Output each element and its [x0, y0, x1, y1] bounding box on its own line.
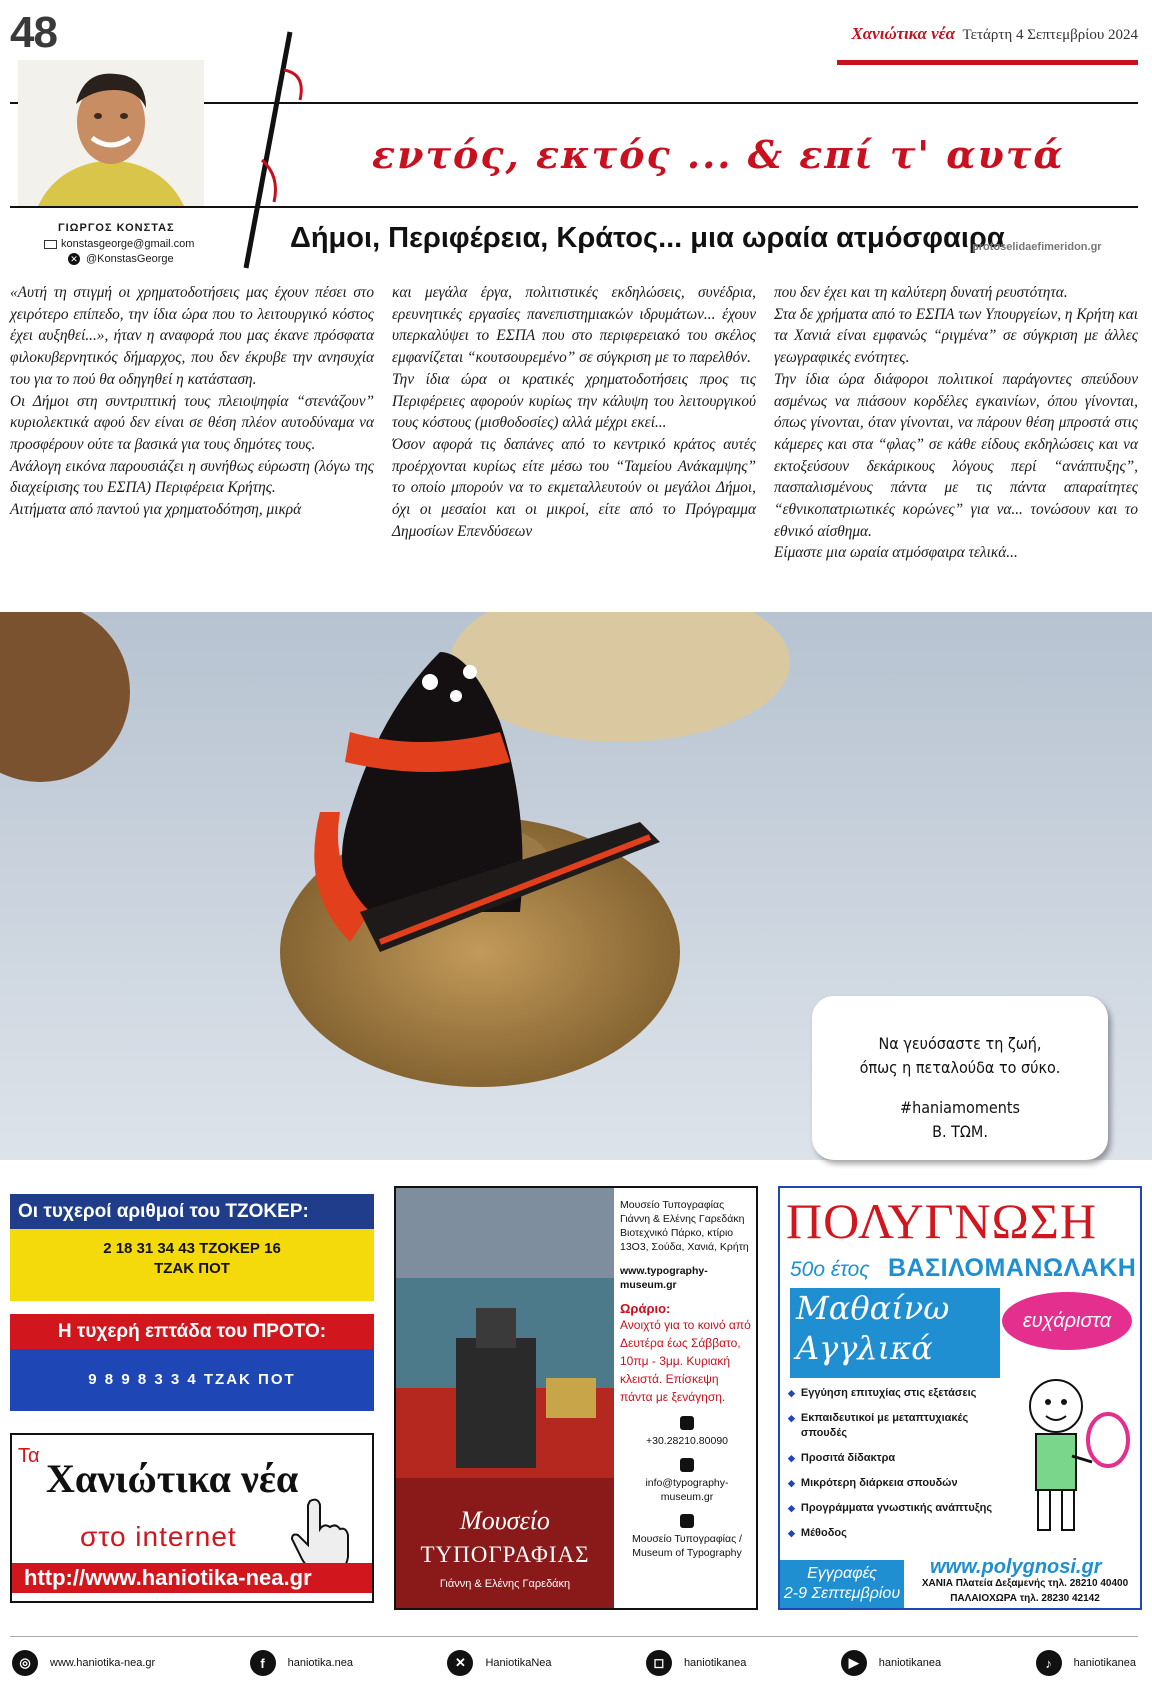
masthead-rule [837, 60, 1138, 65]
x-icon: ✕ [447, 1650, 473, 1676]
joker-numbers: 2 18 31 34 43 ΤΖΟΚΕΡ 16 [103, 1240, 281, 1257]
instagram-icon: ◻ [646, 1650, 672, 1676]
poly-website[interactable]: www.polygnosi.gr [930, 1556, 1102, 1578]
museum-hours: Ανοιχτό για το κοινό από Δευτέρα έως Σάββατο, 10πμ - 3μμ. Κυριακή κλειστά. Επίσκεψη πάντα με ξενάγηση. [620, 1318, 751, 1404]
poly-learn-line1: Μαθαίνω [796, 1289, 950, 1327]
paragraph: Αιτήματα από παντού για χρηματοδότηση, μικρά [10, 501, 302, 519]
internet-ad[interactable] [10, 1433, 374, 1603]
caption-credit: Β. ΤΩΜ. [932, 1122, 988, 1141]
list-item: ◆ Μικρότερη διάρκεια σπουδών [788, 1476, 1008, 1491]
footer-rule [10, 1636, 1138, 1637]
museum-address: Μουσείο Τυπογραφίας Γιάννη & Ελένης Γαρεδάκη Βιοτεχνικό Πάρκο, κτίριο 13Ο3, Σούδα, Χανιά, Κρήτη [620, 1199, 749, 1253]
poly-years: 50ο έτος [790, 1258, 870, 1281]
footer-website: www.haniotika-nea.gr [50, 1657, 156, 1669]
footer-x-link[interactable] [447, 1650, 551, 1676]
footer-social-bar [0, 1648, 1152, 1678]
globe-icon: ◎ [12, 1650, 38, 1676]
masthead-brand: Χανιώτικα νέα [851, 24, 956, 43]
article-column-1 [10, 282, 374, 592]
article-body [10, 282, 1138, 592]
proto-numbers: 9 8 9 8 3 3 4 ΤΖΑΚ ΠΟΤ [10, 1349, 374, 1411]
masthead-date: Τετάρτη 4 Σεπτεμβρίου 2024 [962, 27, 1138, 43]
author-x-row [68, 253, 174, 265]
article-column-3 [774, 282, 1138, 592]
museum-logo-founders: Γιάννη & Ελένης Γαρεδάκη [439, 1578, 571, 1590]
article-headline: Δήμοι, Περιφέρεια, Κράτος... μια ωραία ατμόσφαιρα [290, 222, 1005, 254]
email-icon [44, 240, 57, 249]
caption-hashtag: #haniamoments [900, 1098, 1020, 1117]
museum-ad[interactable] [394, 1186, 758, 1610]
paragraph: Όσον αφορά τις δαπάνες από το κεντρικό κράτος αυτές προέρχονται κυρίως είτε μέσω του “Ταμείου Ανάκαμψης” το οποίο μπορούν να το εκμεταλλευτούν οι μεγάλοι Δήμοι, όχι οι μεσαίοι και οι μικροί, είτε από το Πρόγραμμα Δημοσίων Επενδύσεων [392, 435, 756, 540]
author-name: ΓΙΩΡΓΟΣ ΚΟΝΣΤΑΣ [58, 222, 175, 234]
footer-facebook: haniotika.nea [287, 1657, 354, 1669]
paragraph: Την ίδια ώρα οι κρατικές χρηματοδοτήσεις προς τις Περιφέρειες αφορούν κυρίως την κάλυψη του λειτουργικού τους κόστους (μισθοδοσίες) αλλά μέχρι εκεί... [392, 370, 756, 432]
proto-results [10, 1314, 374, 1411]
facebook-icon [680, 1514, 694, 1528]
internet-ad-name: Χανιώτικα νέα [46, 1456, 299, 1501]
footer-website-link[interactable] [12, 1650, 155, 1676]
paragraph: Στα δε χρήματα από το ΕΣΠΑ των Υπουργείων, η Κρήτη και τα Χανιά είναι εμφανώς “ριγμένα” σε σύγκριση με άλλες γεωγραφικές ενότητες. [774, 305, 1138, 367]
museum-facebook[interactable]: Μουσείο Τυπογραφίας / Museum of Typography [632, 1533, 742, 1559]
joker-numbers-panel [10, 1229, 374, 1301]
youtube-icon: ▶ [841, 1650, 867, 1676]
paragraph: Οι Δήμοι στη συντριπτική τους πλειοψηφία “στενάζουν” κυριολεκτικά αφού δεν είναι σε θέση πλέον αυτοδύναμα να προσφέρουν ούτε τα βασικά για τους δημότες τους. [10, 392, 374, 453]
poly-learn-box [790, 1288, 1000, 1378]
email-icon [680, 1458, 694, 1472]
poly-learn-line2: Αγγλικά [796, 1329, 933, 1367]
museum-phone[interactable]: +30.28210.80090 [645, 1435, 729, 1447]
masthead [851, 24, 1138, 44]
list-item: ◆ Μέθοδος [788, 1526, 1008, 1541]
footer-x: HaniotikaNea [485, 1657, 552, 1669]
poly-address [910, 1576, 1140, 1606]
paragraph: Είμαστε μια ωραία ατμόσφαιρα τελικά... [774, 544, 1018, 562]
facebook-icon: f [250, 1650, 276, 1676]
internet-ad-prefix: Τα [18, 1445, 40, 1467]
proto-title: Η τυχερή επτάδα του ΠΡΟΤΟ: [10, 1314, 374, 1349]
polygnosi-ad[interactable] [778, 1186, 1142, 1610]
footer-youtube-link[interactable] [841, 1650, 941, 1676]
author-photo [18, 60, 204, 206]
footer-youtube: haniotikanea [878, 1657, 942, 1669]
footer-instagram: haniotikanea [683, 1657, 747, 1669]
paragraph: «Αυτή τη στιγμή οι χρηματοδοτήσεις μας έχουν πέσει στο χειρότερο επίπεδο, την ίδια ώρα που το λειτουργικό κόστος έχει αυξηθεί...», ήταν η αναφορά που μας έκανε πρόσφατα φιλοκυβερνητικός δήμαρχος, που δεν έκρυβε την ανησυχία του για το πού θα οδηγηθεί η κατάσταση. [10, 284, 374, 388]
column-title: εντός, εκτός ... & επί τ' αυτά [372, 132, 1065, 177]
internet-ad-tagline: στο internet [80, 1521, 237, 1552]
author-email[interactable]: konstasgeorge@gmail.com [61, 238, 195, 250]
footer-tiktok-link[interactable] [1036, 1650, 1136, 1676]
internet-ad-url[interactable]: http://www.haniotika-nea.gr [12, 1563, 372, 1593]
poly-subtitle: ΒΑΣΙΛΟΜΑΝΩΛΑΚΗ [888, 1254, 1137, 1282]
footer-facebook-link[interactable] [250, 1650, 353, 1676]
poly-title: ΠΟΛΥΓΝΩΣΗ [786, 1193, 1097, 1249]
museum-logo-name: ΤΥΠΟΓΡΑΦΙΑΣ [420, 1542, 590, 1567]
museum-info [620, 1198, 754, 1560]
museum-hours-title: Ωράριο: [620, 1301, 671, 1316]
paragraph: Ανάλογη εικόνα παρουσιάζει η συνήθως εύρωστη (λόγω της διαχείρισης του ΕΣΠΑ) Περιφέρεια Κρήτης. [10, 457, 374, 497]
watermark: protoselidaefimeridon.gr [972, 241, 1102, 253]
author-email-row [44, 238, 194, 250]
tiktok-icon: ♪ [1036, 1650, 1062, 1676]
list-item: ◆ Εγγύηση επιτυχίας στις εξετάσεις [788, 1386, 1008, 1401]
photo-caption [812, 996, 1108, 1160]
phone-icon [680, 1416, 694, 1430]
paragraph: που δεν έχει και τη καλύτερη δυνατή ρευστότητα. [774, 284, 1068, 301]
poly-reg-line1: Εγγραφές [807, 1565, 877, 1582]
footer-instagram-link[interactable] [646, 1650, 746, 1676]
museum-logo-script: Μουσείο [460, 1506, 550, 1535]
caption-line1: Να γευόσαστε τη ζωή, [878, 1034, 1042, 1053]
list-item: ◆ Εκπαιδευτικοί με μεταπτυχιακές σπουδές [788, 1411, 1008, 1441]
poly-addr-line2: ΠΑΛΑΙΟΧΩΡΑ τηλ. 28230 42142 [950, 1593, 1100, 1604]
paragraph: Την ίδια ώρα διάφοροι πολιτικοί παράγοντες σπεύδουν ασμένως να πιάσουν κορδέλες εγκαινίων, όπου γίνονται, όπως γίνονται, όταν γίνονται, να πάρουν θέση μπροστά στις κάμερες και στα “φλας” σε κάθε είδους εκδηλώσεις και να εκτοξεύσουν δεκάρικους λόγους περί “ανάπτυξης”, πασπαλισμένους πάντα με τις πάντα απαραίτητες “εθνικοπατριωτικές κορώνες” για να... τονώσουν και το εθνικό αίσθημα. [774, 370, 1138, 540]
cartoon-girl-illustration [1012, 1366, 1132, 1546]
article-column-2 [392, 282, 756, 592]
joker-jackpot: ΤΖΑΚ ΠΟΤ [154, 1260, 230, 1277]
paragraph: και μεγάλα έργα, πολιτιστικές εκδηλώσεις, συνέδρια, ερευνητικές εργασίες πανεπιστημιακών ιδρυμάτων... έχουν υπερκαλύψει το ΕΣΠΑ που στο περιφερειακό του σκέλος εμφανίζεται “κουτσουρεμένο” σε σύγκριση με το παρελθόν. [392, 284, 756, 367]
poly-reg-line2: 2-9 Σεπτεμβρίου [783, 1585, 901, 1602]
list-item: ◆ Προσιτά δίδακτρα [788, 1451, 1008, 1466]
poly-pleasure-badge: ευχάριστα [1002, 1292, 1132, 1350]
caption-line2: όπως η πεταλούδα το σύκο. [859, 1058, 1061, 1077]
list-item: ◆ Προγράμματα γνωστικής ανάπτυξης [788, 1501, 1008, 1516]
museum-website[interactable]: www.typography-museum.gr [620, 1265, 708, 1291]
page-number: 48 [10, 8, 57, 57]
poly-addr-line1: ΧΑΝΙΑ Πλατεία Δεξαμενής τηλ. 28210 40400 [921, 1578, 1129, 1589]
poly-features [788, 1386, 1008, 1551]
joker-title: Οι τυχεροί αριθμοί του ΤΖΟΚΕΡ: [10, 1194, 374, 1229]
poly-registration [780, 1560, 904, 1608]
museum-email[interactable]: info@typography-museum.gr [645, 1477, 729, 1503]
joker-results [10, 1194, 374, 1301]
x-icon: ✕ [68, 253, 80, 265]
footer-tiktok: haniotikanea [1073, 1657, 1136, 1669]
author-x-handle[interactable]: @KonstasGeorge [86, 253, 174, 265]
